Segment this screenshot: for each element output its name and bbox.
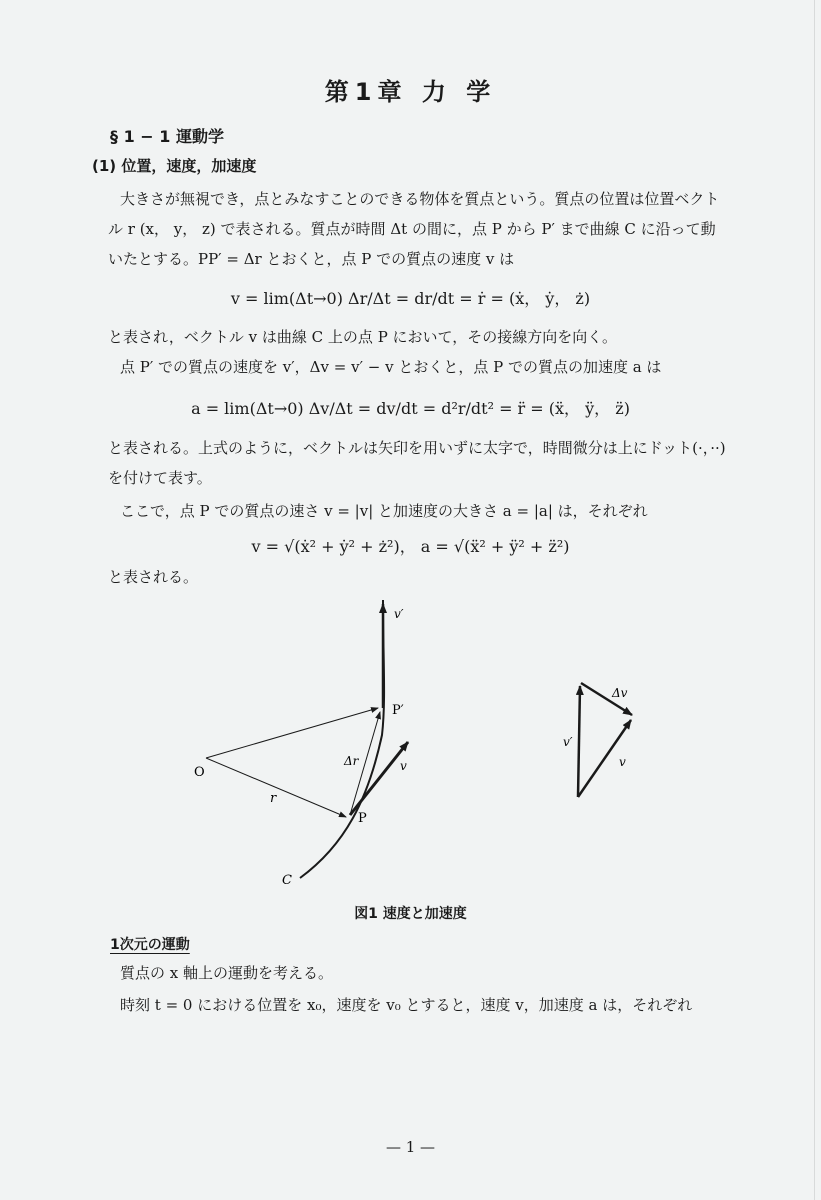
paragraph-line: 点 P′ での質点の速度を v′，Δv = v′ − v とおくと，点 P での質点の加速度 a は	[120, 358, 662, 376]
figure-caption: 図1 速度と加速度	[354, 906, 467, 922]
label-pprime: P′	[392, 703, 404, 718]
paragraph-line: 時刻 t = 0 における位置を x₀，速度を v₀ とすると，速度 v，加速度 a は，それぞれ	[120, 996, 693, 1014]
velocity-v-vector	[350, 742, 408, 815]
paragraph-line: 大きさが無視でき，点とみなすことのできる物体を質点という。質点の位置は位置ベクト	[120, 190, 720, 208]
chapter-title: 第1章 力 学	[324, 78, 497, 106]
subsection-heading: (1) 位置，速度，加速度	[92, 157, 257, 175]
curve-c	[300, 600, 384, 878]
page-number: — 1 —	[385, 1138, 436, 1156]
position-vector-r	[206, 758, 346, 817]
paragraph-line: と表される。上式のように，ベクトルは矢印を用いずに太字で，時間微分は上にドット(·，··)	[108, 439, 726, 457]
velocity-equation: v = lim(Δt→0) Δr/Δt = dr/dt = ṙ = (ẋ， ẏ， ż)	[230, 289, 591, 308]
label-dr: Δr	[344, 754, 359, 768]
paragraph-line: いたとする。PP′ = Δr とおくと，点 P での質点の速度 v は	[108, 250, 515, 268]
label-v: v	[400, 759, 407, 773]
paragraph-line: と表される。	[108, 568, 199, 586]
label-vprime: v′	[394, 607, 404, 621]
paragraph-line: を付けて表す。	[108, 469, 212, 487]
magnitude-equation: v = √(ẋ² + ẏ² + ż²)， a = √(ẍ² + ÿ² + z̈²)	[251, 537, 570, 556]
label-p: P	[358, 811, 367, 826]
paragraph-line: ここで，点 P での質点の速さ v = |v| と加速度の大きさ a = |a| は，それぞれ	[120, 502, 648, 520]
label-c: C	[282, 873, 292, 888]
label-triangle-v: v	[619, 755, 626, 769]
label-triangle-dv: Δv	[612, 686, 628, 700]
label-triangle-vprime: v′	[563, 735, 573, 749]
label-o: O	[194, 765, 205, 780]
velocity-acceleration-figure	[0, 590, 821, 900]
section-heading: § 1 − 1 運動学	[110, 127, 224, 146]
paragraph-line: ル r (x， y， z) で表される。質点が時間 Δt の間に，点 P から P′ まで曲線 C に沿って動	[108, 220, 716, 238]
triangle-vprime-vector	[578, 686, 580, 797]
paragraph-line: 質点の x 軸上の運動を考える。	[120, 964, 333, 982]
label-r: r	[270, 791, 277, 806]
subheading: 1次元の運動	[110, 937, 190, 953]
position-vector-pprime	[206, 708, 378, 758]
acceleration-equation: a = lim(Δt→0) Δv/Δt = dv/dt = d²r/dt² = r̈ = (ẍ， ÿ， z̈)	[191, 399, 630, 418]
paragraph-line: と表され，ベクトル v は曲線 C 上の点 P において，その接線方向を向く。	[108, 328, 617, 346]
